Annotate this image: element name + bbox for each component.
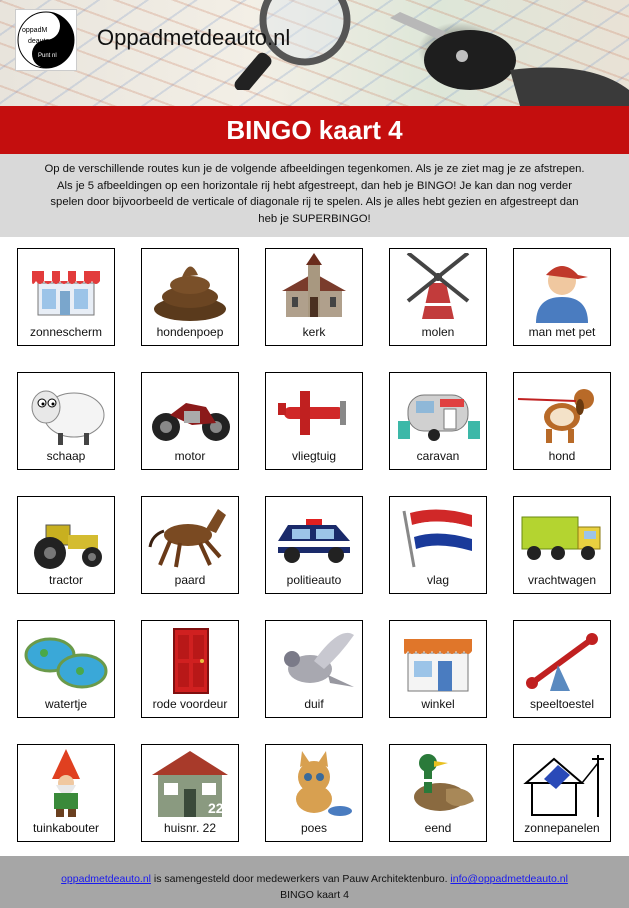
windmill-icon (394, 253, 482, 323)
bingo-card[interactable] (513, 372, 611, 470)
site-logo (15, 9, 77, 71)
bingo-card[interactable] (141, 496, 239, 594)
bingo-card[interactable] (141, 744, 239, 842)
bingo-card[interactable] (513, 248, 611, 346)
bingo-card-label: schaap (46, 449, 86, 463)
sheep-icon (22, 377, 110, 447)
logo-text-3: deauto (28, 38, 50, 45)
bingo-card-label: watertje (44, 697, 88, 711)
footer-text: is samengesteld door medewerkers van Pauw Architektenburo. (151, 873, 451, 885)
email-link[interactable]: info@oppadmetdeauto.nl (450, 873, 568, 885)
church-icon (270, 253, 358, 323)
bingo-card[interactable] (265, 248, 363, 346)
logo-text-1: oppadM (22, 27, 48, 34)
red-door-icon (146, 625, 234, 695)
bingo-card[interactable] (265, 620, 363, 718)
bingo-card-label: hondenpoep (156, 325, 224, 339)
pigeon-icon (270, 625, 358, 695)
awning-shop-icon (22, 253, 110, 323)
bingo-card-label: vrachtwagen (527, 573, 597, 587)
page-title: BINGO kaart 4 (0, 106, 629, 154)
house-number-text: 22 (208, 800, 224, 816)
bingo-card-label: vliegtuig (291, 449, 337, 463)
shop-icon (394, 625, 482, 695)
dog-poop-icon (146, 253, 234, 323)
bingo-card[interactable] (265, 496, 363, 594)
bingo-card[interactable] (389, 744, 487, 842)
horse-icon (146, 501, 234, 571)
intro-line: spelen door bijvoorbeeld de verticale of diagonale rij te spelen. Als je alles hebt gezien en afgestreept dan (50, 196, 579, 208)
intro-line: Als je 5 afbeeldingen op een horizontale rij hebt afgestreept, dan heb je BINGO! Je kan dan nog verder (57, 179, 572, 192)
site-link[interactable]: oppadmetdeauto.nl (61, 873, 151, 885)
bingo-card[interactable] (265, 744, 363, 842)
header-banner (0, 0, 629, 106)
intro-line: heb je SUPERBINGO! (258, 212, 371, 225)
bingo-card[interactable] (141, 372, 239, 470)
bingo-card-label: paard (174, 573, 206, 587)
tractor-icon (22, 501, 110, 571)
bingo-card-label: zonnepanelen (524, 821, 600, 835)
intro-line: Op de verschillende routes kun je de volgende afbeeldingen tegenkomen. Als je ze ziet mag je ze afstrepen. (44, 163, 585, 175)
truck-icon (518, 501, 606, 571)
garden-gnome-icon (22, 749, 110, 819)
bingo-card-label: tractor (48, 573, 83, 587)
bingo-card-label: zonnescherm (29, 325, 103, 339)
bingo-card[interactable] (389, 248, 487, 346)
house-number-icon (146, 749, 234, 819)
logo-text-2: et (49, 27, 55, 34)
bingo-card[interactable] (513, 744, 611, 842)
bingo-card-label: molen (421, 325, 455, 339)
bingo-card-label: vlag (426, 573, 449, 587)
bingo-card[interactable] (17, 248, 115, 346)
solar-panel-house-icon (518, 749, 606, 819)
bingo-card-label: hond (548, 449, 576, 463)
bingo-card[interactable] (265, 372, 363, 470)
man-with-cap-icon (518, 253, 606, 323)
bingo-card-label: caravan (416, 449, 460, 463)
bingo-card[interactable] (141, 620, 239, 718)
bingo-card[interactable] (17, 496, 115, 594)
bingo-card-label: eend (424, 821, 452, 835)
bingo-card[interactable] (17, 372, 115, 470)
bingo-card[interactable] (17, 744, 115, 842)
bingo-card[interactable] (389, 496, 487, 594)
bingo-card-label: huisnr. 22 (163, 821, 217, 835)
footer (0, 856, 629, 908)
bingo-card[interactable] (513, 496, 611, 594)
bingo-card-label: rode voordeur (152, 697, 228, 711)
motorcycle-icon (146, 377, 234, 447)
bingo-card-label: winkel (421, 697, 455, 711)
intro-text (0, 154, 629, 237)
seesaw-icon (518, 625, 606, 695)
dutch-flag-icon (394, 501, 482, 571)
bingo-card-label: duif (304, 697, 324, 711)
car-key-icon (390, 10, 629, 106)
duck-icon (394, 749, 482, 819)
cat-icon (270, 749, 358, 819)
police-car-icon (270, 501, 358, 571)
logo-text-4: Punt nl (38, 53, 57, 59)
bingo-card-label: kerk (302, 325, 326, 339)
bingo-card[interactable] (389, 620, 487, 718)
bingo-card-label: tuinkabouter (32, 821, 100, 835)
bingo-card-label: poes (300, 821, 328, 835)
caravan-icon (394, 377, 482, 447)
bingo-card[interactable] (513, 620, 611, 718)
pond-icon (22, 625, 110, 695)
bingo-card[interactable] (17, 620, 115, 718)
bingo-card[interactable] (389, 372, 487, 470)
bingo-card-label: motor (174, 449, 206, 463)
bingo-card-label: politieauto (286, 573, 342, 587)
bingo-card-label: man met pet (528, 325, 596, 339)
bingo-card-label: speeltoestel (529, 697, 595, 711)
footer-card-title: BINGO kaart 4 (280, 889, 349, 901)
dog-icon (518, 377, 606, 447)
airplane-icon (270, 377, 358, 447)
bingo-card[interactable] (141, 248, 239, 346)
brand-title: Oppadmetdeauto.nl (97, 25, 291, 50)
